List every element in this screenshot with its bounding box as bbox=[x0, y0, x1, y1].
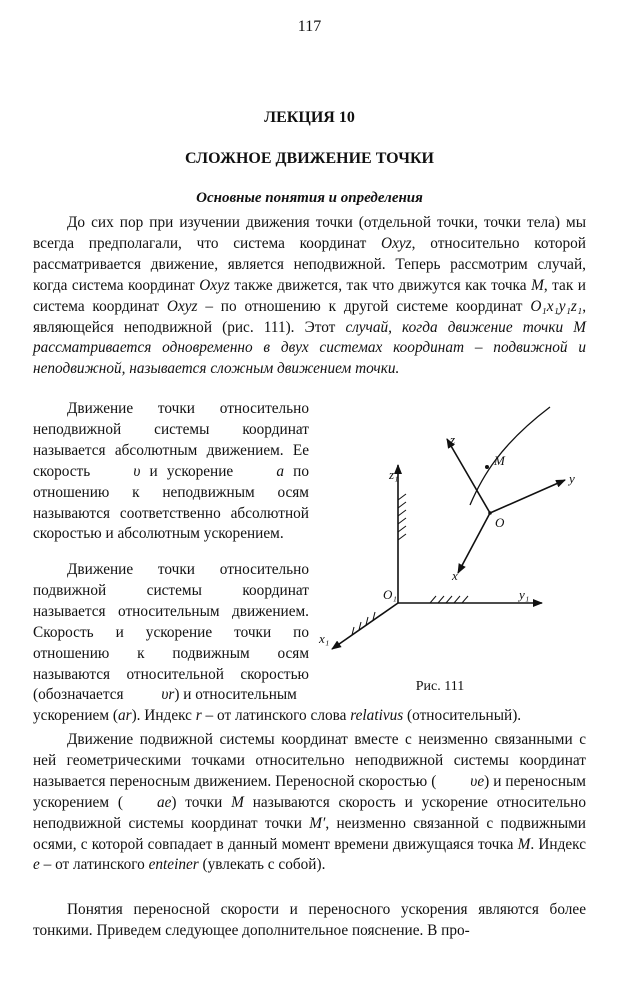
axis-z bbox=[447, 439, 490, 513]
paragraph-transport-note: Понятия переносной скорости и переносного ускорения являются более тонкими. Приведем следующее дополнительное пояснение. В про- bbox=[33, 901, 586, 939]
text-run: ускорением ( bbox=[33, 707, 118, 724]
text-run: (увлекать с собой). bbox=[198, 856, 326, 874]
text-run: и ускорение bbox=[140, 462, 243, 480]
label-y: y bbox=[569, 471, 575, 486]
axis-x1 bbox=[332, 603, 398, 649]
text-run: , так и система координат bbox=[33, 276, 586, 315]
vector-ae: ae bbox=[156, 793, 172, 811]
vector-v: υ bbox=[133, 462, 141, 480]
vector-ar: ar bbox=[117, 707, 132, 724]
point-m bbox=[485, 465, 489, 469]
math-point-m: M bbox=[231, 793, 244, 811]
axis-y bbox=[490, 480, 565, 513]
text-run: ) и переносным ускорением ( bbox=[33, 772, 586, 811]
label-x1: x₁ bbox=[319, 631, 330, 646]
text-run: также движется, так что движутся как точка bbox=[229, 276, 532, 294]
math-point-m-prime: M′ bbox=[309, 814, 326, 832]
chapter-title: СЛОЖНОЕ ДВИЖЕНИЕ ТОЧКИ bbox=[185, 150, 434, 167]
paragraph-relative-motion bbox=[33, 560, 309, 706]
text-run: Движение точки относительно подвижной системы координат называется относительным движением. Скорость и ускорение точки по отношению к подвижным осям называются относительной скоростью (обозначается bbox=[33, 561, 309, 704]
point-o bbox=[488, 511, 492, 515]
text-run: называются скорость и ускорение относительно неподвижной системы координат точки bbox=[33, 793, 586, 832]
figure-111 bbox=[310, 405, 595, 700]
index-e: e bbox=[33, 856, 40, 874]
text-run: , являющейся неподвижной (рис. 111). Этот bbox=[33, 297, 587, 336]
paragraph-transport-motion bbox=[33, 730, 586, 876]
axis-x bbox=[458, 513, 490, 573]
text-run: . Индекс bbox=[530, 835, 587, 853]
vector-vr: υr bbox=[161, 686, 175, 704]
figure-caption: Рис. 111 bbox=[415, 679, 465, 694]
trajectory-curve bbox=[470, 407, 550, 505]
paragraph-intro bbox=[33, 213, 586, 380]
math-o1x1y1z1: O₁x₁y₁z₁ bbox=[530, 297, 583, 315]
vector-a: a bbox=[276, 462, 285, 480]
text-run: ) и относительным bbox=[174, 686, 297, 704]
math-oxyz: Oxyz bbox=[166, 297, 198, 315]
vector-ve: υe bbox=[470, 772, 485, 790]
paragraph-relative-motion-end bbox=[33, 706, 586, 727]
label-m: M bbox=[494, 453, 505, 468]
text-run: ). Индекс bbox=[131, 707, 196, 724]
section-title: Основные понятия и определения bbox=[196, 190, 423, 206]
label-y1: y₁ bbox=[519, 587, 530, 602]
word-relativus: relativus bbox=[350, 707, 404, 724]
text-run: по отношению к неподвижным осям называются соответственно абсолютной скоростью и абсолютным ускорением. bbox=[33, 462, 310, 543]
math-oxyz: Oxyz bbox=[199, 276, 230, 294]
text-run: – по отношению к другой системе координат bbox=[197, 297, 531, 315]
index-r: r bbox=[195, 707, 202, 724]
math-point-m: M bbox=[531, 276, 544, 294]
text-run: Движение точки относительно неподвижной системы координат называется абсолютным движением. Ее скорость bbox=[33, 400, 309, 480]
text-run: Движение подвижной системы координат вместе с неизменно связанными с ней геометрическими точками относительно неподвижной системы координат называется переносным движением. Переносной скоростью ( bbox=[33, 731, 586, 790]
word-enteiner: enteiner bbox=[148, 856, 199, 874]
page-number: 117 bbox=[297, 18, 322, 35]
text-run: – от латинского слова bbox=[201, 707, 351, 724]
definition-italic: случай, когда движение точки М рассматривается одновременно в двух системах координат – подвижной и неподвижной, называется сложным движением точки. bbox=[33, 318, 586, 378]
label-x: x bbox=[452, 568, 458, 583]
text-run: – от латинского bbox=[39, 856, 149, 874]
label-o1: O₁ bbox=[383, 587, 397, 602]
text-run: , относительно которой рассматривается движение, является неподвижной. Теперь рассмотрим случай, когда система координат bbox=[33, 234, 586, 294]
math-oxyz: Oxyz bbox=[381, 234, 412, 252]
label-z: z bbox=[450, 432, 456, 447]
hatching bbox=[352, 494, 468, 635]
label-o: O bbox=[495, 515, 505, 530]
lecture-title: ЛЕКЦИЯ 10 bbox=[264, 109, 355, 126]
text-run: ) точки bbox=[171, 793, 232, 811]
figure-drawing bbox=[310, 405, 595, 700]
paragraph-absolute-motion bbox=[33, 399, 309, 545]
text-run: , неизменно связанной с подвижными осями, с которой совпадает в данный момент времени движущаяся точка bbox=[33, 814, 586, 853]
math-point-m: M bbox=[517, 835, 531, 853]
label-z1: z₁ bbox=[389, 467, 399, 482]
text-run: (относительный). bbox=[403, 707, 522, 724]
text-run: До сих пор при изучении движения точки (отдельной точки, точки тела) мы всегда предполагали, что система координат bbox=[33, 214, 586, 252]
